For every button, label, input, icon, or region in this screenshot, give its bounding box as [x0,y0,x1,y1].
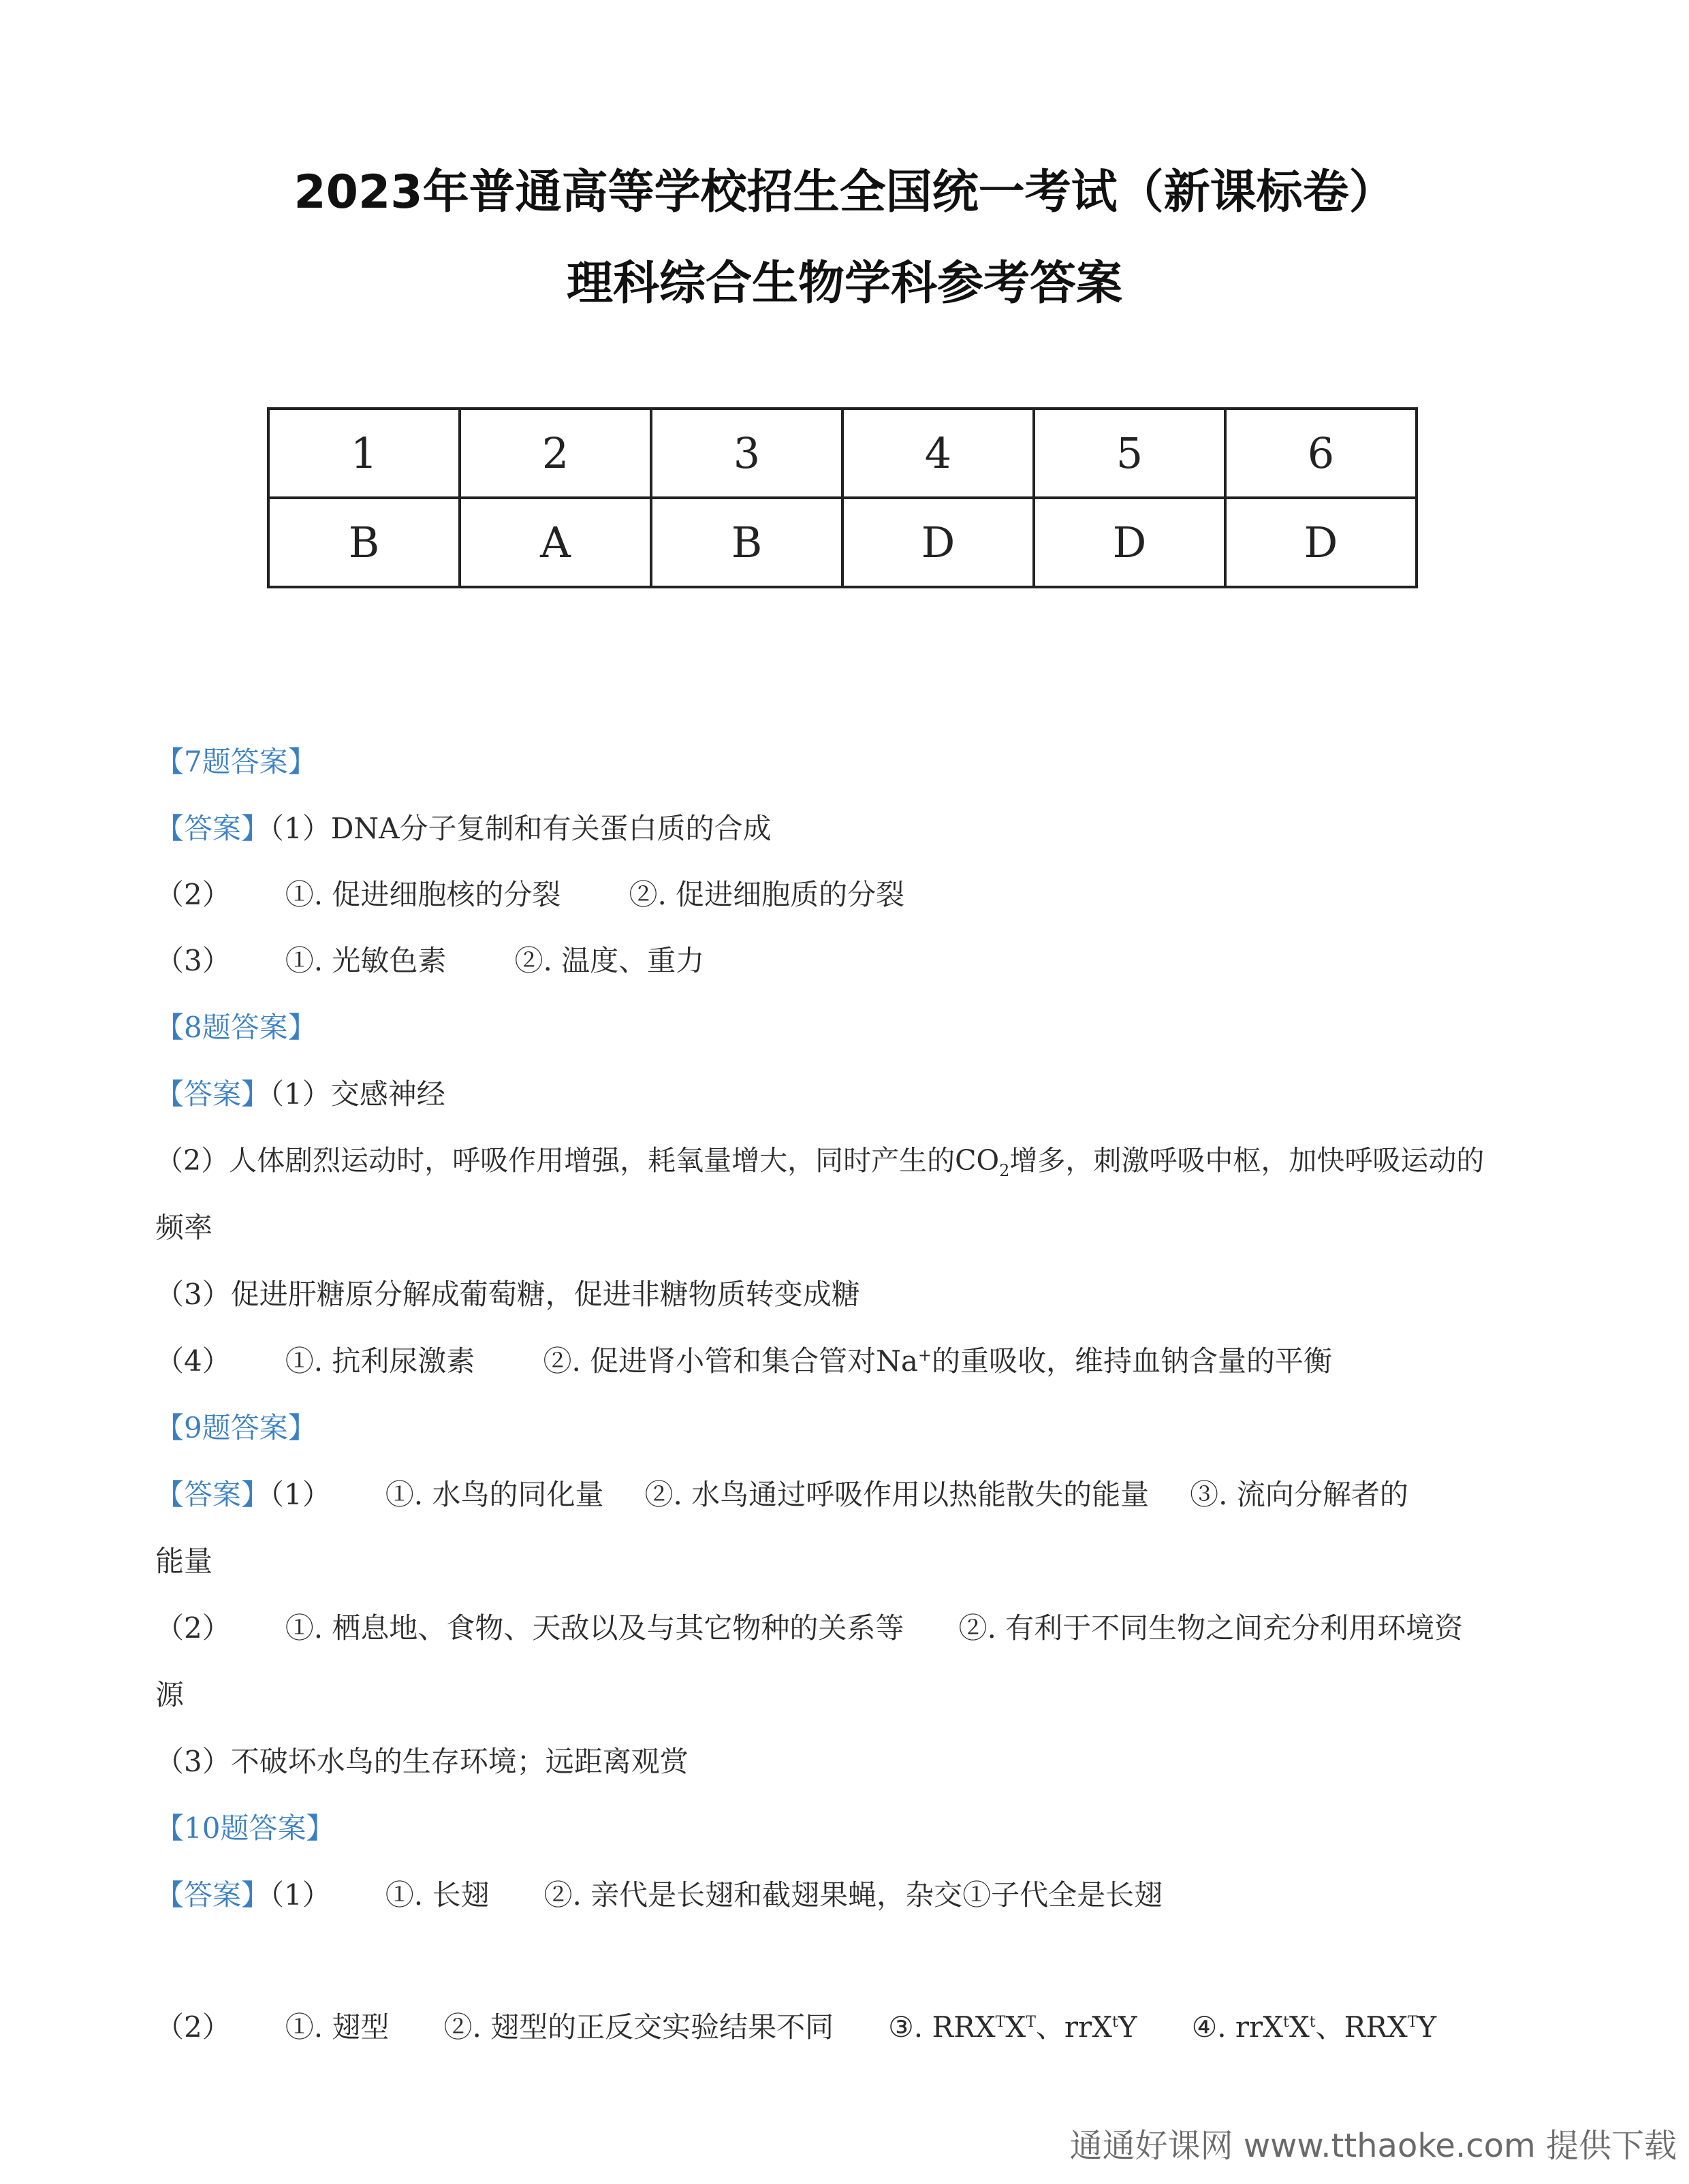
question-cell: 6 [1225,409,1417,498]
page-subtitle: 理科综合生物学科参考答案 [566,257,1122,311]
answer-label: 【答案】 [155,1478,270,1511]
q9-part1-line1 [155,1478,1408,1511]
q9-label: 【9题答案】 [155,1411,317,1444]
q7-part1 [155,814,772,843]
part-number: （3） [155,944,231,977]
q8-p3-text: （3）促进肝糖原分解成葡萄糖，促进非糖物质转变成糖 [155,1278,860,1311]
q7-part3 [155,944,705,977]
answer-cell: D [842,498,1034,587]
q7-p3-a: ①. 光敏色素 [285,944,447,977]
q8-p4-b-end: 的重吸收，维持血钠含量的平衡 [932,1344,1333,1378]
q8-part4 [155,1344,1333,1378]
q9-part2-line1 [155,1611,1464,1645]
answer-table [267,407,1418,588]
answer-label: 【答案】 [155,1878,270,1912]
part-number: （1） [270,1478,331,1511]
q7-heading [155,745,317,778]
q9-p2-cont: 源 [155,1678,185,1711]
q8-label: 【8题答案】 [155,1011,317,1044]
q10-heading [155,1811,335,1845]
question-cell: 5 [1034,409,1225,498]
part-number: （2） [155,2010,231,2044]
q10-p1-a: ①. 长翅 [385,1878,490,1912]
q8-part1 [155,1077,445,1111]
q9-part1-line2 [155,1547,212,1576]
part-number: （2） [155,1611,231,1645]
part-number: （2） [155,878,231,911]
part-number: （4） [155,1344,231,1378]
table-row-questions [268,409,1417,498]
answer-label: 【答案】 [155,812,270,845]
q9-p2-a: ①. 栖息地、食物、天敌以及与其它物种的关系等 [285,1611,904,1645]
q9-p2-b: ②. 有利于不同生物之间充分利用环境资 [958,1611,1464,1645]
q8-p1-text: （1）交感神经 [270,1077,445,1111]
q10-label: 【10题答案】 [155,1811,335,1845]
q9-p1-cont: 能量 [155,1545,213,1578]
answer-cell: A [460,498,651,587]
q9-p3-text: （3）不破坏水鸟的生存环境；远距离观赏 [155,1745,689,1778]
q10-p2-a: ①. 翅型 [285,2010,390,2044]
question-cell: 2 [460,409,651,498]
answer-label: 【答案】 [155,1077,270,1111]
q9-heading [155,1411,317,1444]
q7-label: 【7题答案】 [155,745,317,778]
q8-p2-text-end: 增多，刺激呼吸中枢，加快呼吸运动的 [1009,1144,1485,1177]
q10-p2-d: ④. $rrX^tX^t$、$RRX^TY$ [1191,2010,1437,2044]
q10-p2-b: ②. 翅型的正反交实验结果不同 [443,2010,834,2044]
q9-p1-c: ③. 流向分解者的 [1190,1478,1408,1511]
part-number: （1） [270,1878,331,1912]
table-row-answers [268,498,1417,587]
q7-p3-b: ②. 温度、重力 [514,944,705,977]
footer-watermark: 通通好课网 www.tthaoke.com 提供下载 [1069,2127,1677,2165]
question-cell: 1 [268,409,460,498]
q9-part2-line2 [155,1678,185,1711]
page-title: 2023年普通高等学校招生全国统一考试（新课标卷） [294,165,1395,219]
q7-p2-b: ②. 促进细胞质的分裂 [629,878,905,911]
subscript: 2 [999,1161,1010,1181]
q10-p2-c: ③. $RRX^TX^T$、rrX$^t$Y [888,2010,1137,2044]
q7-part2 [155,878,905,911]
q8-part2-line1 [155,1144,1485,1181]
q9-p1-a: ①. 水鸟的同化量 [385,1478,604,1511]
superscript: + [917,1346,932,1365]
q9-p1-b: ②. 水鸟通过呼吸作用以热能散失的能量 [644,1478,1150,1511]
answer-cell: D [1034,498,1225,587]
q8-p2-text-cont: 频率 [155,1211,213,1244]
answer-cell: B [651,498,842,587]
answer-cell: B [268,498,460,587]
answer-cell: D [1225,498,1417,587]
q7-p2-a: ①. 促进细胞核的分裂 [285,878,561,911]
q8-part3 [155,1280,860,1309]
q8-p4-a: ①. 抗利尿激素 [285,1344,475,1378]
q8-heading [155,1013,317,1042]
q10-part2 [155,2010,1437,2044]
question-cell: 3 [651,409,842,498]
q10-part1 [155,1878,1163,1912]
q8-p2-text: （2）人体剧烈运动时，呼吸作用增强，耗氧量增大，同时产生的CO [155,1144,1000,1177]
q9-part3 [155,1747,689,1776]
question-cell: 4 [842,409,1034,498]
q10-p1-b: ②. 亲代是长翅和截翅果蝇，杂交①子代全是长翅 [543,1878,1163,1912]
q8-part2-line2 [155,1211,213,1244]
q7-p1-text: （1）DNA分子复制和有关蛋白质的合成 [270,812,772,845]
q8-p4-b: ②. 促进肾小管和集合管对Na [543,1344,918,1378]
